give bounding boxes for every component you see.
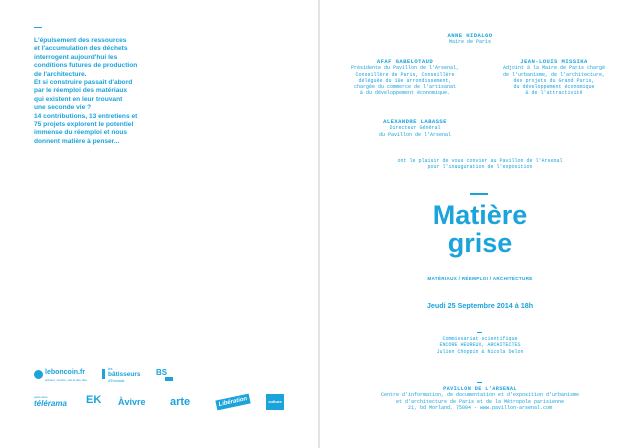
host-name: ALEXANDRE LABASSE [383, 118, 447, 125]
intro-line: Et si construire passait d'abord [34, 79, 133, 87]
host-missika [478, 59, 630, 97]
sponsor-logos [34, 366, 304, 416]
curators-line: ENCORE HEUREUX, ARCHITECTES [439, 342, 521, 349]
venue-line: Centre d'information, de documentation et d'exposition d'urbanisme [380, 392, 580, 399]
venue-name: PAVILLON DE L'ARSENAL [443, 386, 517, 392]
liberation-logo: Libération [215, 394, 250, 411]
batisseurs-pre: les [108, 367, 113, 371]
telerama-logo: télérama [34, 399, 67, 408]
host-role: des projets du Grand Paris, [513, 77, 595, 84]
host-role: & du développement économique. [359, 90, 450, 97]
host-role: & de l'attractivité [525, 90, 583, 97]
intro-line: de l'architecture. [34, 70, 87, 78]
host-role: Conseillère de Paris, Conseillère [355, 71, 455, 78]
host-role: Maire de Paris [448, 39, 491, 46]
intro-line: L'épuisement des ressources [34, 37, 127, 44]
bs-logo: BS [156, 368, 168, 377]
arte-logo: arte [170, 396, 191, 408]
intro-line: donnent matière à penser... [34, 137, 120, 145]
invitation-text [360, 158, 600, 171]
host-role: de l'urbanisme, de l'architecture, [502, 71, 606, 78]
venue-line: 21, bd Morland, 75004 - www.pavillon-arsenal.com [407, 404, 553, 411]
venue-dash [477, 382, 482, 383]
page-fold [318, 0, 320, 448]
host-name: ANNE HIDALGO [447, 32, 493, 39]
leboncoin-logo: leboncoin.fr [45, 369, 86, 376]
host-role: déléguée du 10e arrondissement, [358, 77, 452, 84]
intro-line: une seconde vie ? [34, 104, 92, 112]
telerama-pre: partenaire [34, 395, 48, 399]
host-name: JEAN-LOUIS MISSIKA [520, 58, 588, 65]
exhibition-date: Jeudi 25 Septembre 2014 à 18h [426, 301, 534, 310]
leboncoin-icon [34, 370, 43, 379]
host-labasse [355, 119, 475, 138]
curators [400, 336, 560, 355]
title-dash [470, 193, 488, 195]
host-role: du Pavillon de l'Arsenal [378, 131, 451, 138]
intro-line: 75 projets explorent le potentiel [34, 121, 134, 129]
invitation-line: ont le plaisir de vous convier au Pavillon de l'Arsenal [397, 158, 563, 164]
culture-logo: culture [266, 394, 284, 410]
curators-dash [477, 332, 482, 333]
batisseurs-bar-icon [102, 369, 105, 379]
leboncoin-tagline: acheter, vendre, soit la tête tête [45, 378, 87, 382]
host-role: chargée du commerce de l'artisanat [353, 84, 457, 91]
venue-line: et d'architecture de Paris et de la Métropole parisienne [395, 398, 565, 405]
exhibition-title-line1: Matière [432, 200, 528, 230]
bs-mark-icon [165, 377, 173, 381]
avivre-logo: Àvivre [118, 397, 146, 407]
batisseurs-sub: d'Emmaüs [108, 379, 125, 383]
intro-line: interrogent aujourd'hui les [34, 53, 118, 61]
curators-line: Julien Choppin & Nicola Delon [436, 348, 524, 355]
host-role: Adjoint à la Maire de Paris chargé [502, 65, 606, 72]
host-hidalgo [400, 33, 540, 46]
intro-line: conditions futures de production [34, 62, 138, 70]
curators-label: Commissariat scientifique [442, 336, 518, 342]
host-role: Directeur Général [389, 125, 441, 132]
ek-logo: EK [86, 394, 102, 406]
intro-text [34, 37, 159, 146]
intro-dash [34, 27, 42, 28]
host-role: du développement économique [513, 84, 595, 91]
invitation-line: pour l'inauguration de l'exposition [427, 164, 533, 171]
intro-line: qui existent en leur trouvant [34, 95, 123, 103]
intro-line: 14 contributions, 13 entretiens et [34, 112, 138, 120]
venue [350, 386, 610, 411]
exhibition-subtitle: MATÉRIAUX / RÉEMPLOI / ARCHITECTURE [427, 276, 533, 281]
host-name: AFAF GABELOTAUD [376, 58, 434, 65]
intro-line: et l'accumulation des déchets [34, 45, 128, 53]
host-role: Présidente du Pavillon de l'Arsenal, [350, 65, 460, 72]
exhibition-title-line2: grise [447, 228, 513, 258]
batisseurs-logo: bâtisseurs [108, 371, 141, 378]
intro-line: immense du réemploi et nous [34, 129, 128, 137]
intro-line: par le réemploi des matériaux [34, 87, 128, 95]
host-gabelotaud [330, 59, 480, 97]
